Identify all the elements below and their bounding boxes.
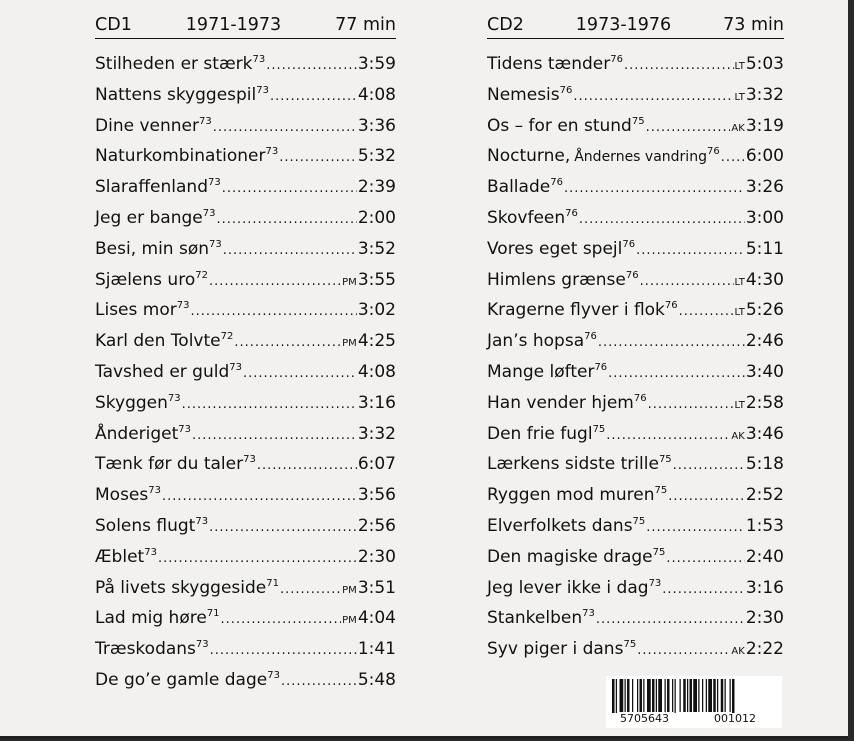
track-year: 76 — [622, 238, 636, 250]
track-duration: 5:32 — [357, 146, 396, 167]
track-year: 76 — [664, 300, 678, 312]
track-row — [487, 141, 784, 172]
track-row — [95, 419, 396, 450]
track-title: Mange løfter$^{76}$ — [487, 361, 608, 382]
track-year: 73 — [208, 177, 221, 189]
track-row — [487, 603, 784, 634]
barcode-bar — [637, 679, 638, 712]
track-row: Han vender hjem$^{76}$ ..... LT 2:58 — [487, 388, 784, 419]
track-duration: 1:53 — [745, 515, 784, 536]
track-duration: 3:19 — [745, 115, 784, 136]
track-year: 75 — [654, 485, 668, 497]
track-title: De go’e gamle dage$^{73}$ — [95, 669, 280, 690]
track-duration: 3:02 — [357, 300, 396, 321]
track-duration: 2:00 — [357, 207, 396, 228]
track-duration: 3:00 — [745, 207, 784, 228]
barcode-bar — [658, 679, 662, 712]
dot-leader — [190, 297, 356, 328]
track-row: Den frie fugl$^{75}$ ..... AK 3:46 — [487, 419, 784, 450]
barcode-bar — [675, 679, 676, 713]
track-title: Tænk før du taler$^{73}$ — [95, 454, 256, 475]
track-year: 73 — [167, 392, 181, 404]
track-row: Os – for en stund$^{75}$ ..... AK 3:19 — [487, 111, 784, 142]
track-title: Tidens tænder$^{76}$ — [487, 54, 623, 74]
barcode-right-digits: 001012 — [714, 712, 756, 725]
track-duration: 3:52 — [357, 238, 396, 259]
track-duration: 3:32 — [357, 423, 396, 444]
track-year: 75 — [658, 454, 672, 466]
track-title: Dine venner$^{73}$ — [95, 115, 212, 136]
track-title: Ryggen mod muren$^{75}$ — [487, 485, 668, 506]
barcode-bar — [612, 679, 615, 713]
dot-leader — [223, 236, 357, 267]
track-row — [95, 357, 396, 388]
cd1-track-rows — [95, 49, 396, 696]
dot-leader — [721, 143, 745, 174]
track-title: Kragerne flyver i flok$^{76}$ — [487, 300, 678, 321]
track-row — [487, 542, 784, 573]
track-duration: 5:18 — [745, 454, 784, 475]
track-year: 76 — [565, 207, 578, 219]
track-row — [95, 665, 396, 696]
cd2-years: 1973-1976 — [575, 15, 672, 35]
track-row — [95, 234, 396, 265]
track-duration: 4:08 — [357, 361, 396, 382]
track-row — [487, 573, 784, 604]
track-year: 76 — [584, 331, 597, 343]
track-title: Træskodans$^{73}$ — [95, 639, 209, 660]
track-title: Moses$^{73}$ — [95, 485, 161, 506]
dot-leader — [646, 113, 731, 144]
barcode-bar — [687, 679, 688, 712]
track-year: 75 — [623, 639, 637, 651]
barcode-bar — [698, 679, 699, 712]
track-title: Karl den Tolvte$^{72}$ — [95, 331, 234, 352]
track-year: 76 — [625, 269, 639, 281]
track-duration: 2:30 — [357, 546, 396, 567]
track-duration: 3:56 — [357, 485, 396, 506]
track-duration: 3:36 — [357, 115, 396, 136]
track-year: 75 — [632, 515, 646, 527]
track-title: Stankelben$^{73}$ — [487, 608, 595, 629]
track-duration: 3:40 — [745, 361, 784, 382]
track-title: Nemesis$^{76}$ — [487, 84, 573, 105]
track-row — [95, 480, 396, 511]
track-duration: 2:58 — [745, 392, 784, 413]
dot-leader — [257, 451, 357, 482]
barcode-bar — [665, 679, 666, 712]
track-year: 71 — [266, 577, 279, 589]
dot-leader — [266, 51, 357, 82]
track-year: 73 — [148, 485, 161, 497]
track-row: Lad mig høre$^{71}$ ..... PM 4:04 — [95, 603, 396, 634]
track-title: Os – for en stund$^{75}$ — [487, 115, 645, 136]
barcode-bar — [717, 679, 718, 712]
track-row: Tidens tænder$^{76}$ ..... LT 5:03 — [487, 49, 784, 80]
track-year: 73 — [202, 207, 216, 219]
track-year: 76 — [559, 84, 573, 96]
track-duration: 4:04 — [357, 608, 396, 629]
track-row — [487, 357, 784, 388]
track-row — [487, 511, 784, 542]
track-title: Den frie fugl$^{75}$ — [487, 423, 606, 444]
track-row — [487, 172, 784, 203]
barcode-bar — [706, 679, 707, 712]
dot-leader — [221, 605, 342, 636]
dot-leader — [662, 575, 745, 606]
track-year: 71 — [206, 608, 220, 620]
barcode-bar — [690, 679, 693, 712]
dot-leader — [668, 482, 745, 513]
track-title: Himlens grænse$^{76}$ — [487, 269, 639, 290]
dot-leader — [598, 328, 745, 359]
track-row — [95, 511, 396, 542]
dot-leader — [624, 51, 734, 82]
dot-leader — [234, 328, 341, 359]
track-title: Han vender hjem$^{76}$ — [487, 392, 647, 413]
track-duration: 2:30 — [745, 608, 784, 629]
track-row: Himlens grænse$^{76}$ ..... LT 4:30 — [487, 265, 784, 296]
track-duration: 5:11 — [745, 238, 784, 259]
dot-leader — [209, 267, 341, 298]
track-year: 73 — [582, 608, 595, 620]
barcode-bar — [667, 679, 670, 712]
track-title: Nocturne, Åndernes vandring$^{76}$ — [487, 146, 720, 167]
track-row — [487, 234, 784, 265]
track-title: Jan’s hopsa$^{76}$ — [487, 331, 597, 352]
track-year: 73 — [648, 577, 662, 589]
cd2-track-rows — [487, 49, 784, 665]
cd1-length: 77 min — [335, 15, 396, 35]
track-duration: 5:48 — [357, 669, 396, 690]
barcode-bar — [683, 679, 686, 712]
track-year: 75 — [592, 423, 606, 435]
track-title: Elverfolkets dans$^{75}$ — [487, 515, 646, 536]
cd2-header — [487, 14, 784, 39]
track-year: 73 — [209, 238, 222, 250]
dot-leader — [280, 575, 341, 606]
track-title: Ånderiget$^{73}$ — [95, 423, 192, 444]
track-row — [95, 80, 396, 111]
dot-leader — [217, 205, 357, 236]
dot-leader — [210, 636, 357, 667]
track-year: 72 — [220, 331, 234, 343]
barcode-bar — [732, 679, 735, 713]
track-year: 73 — [195, 639, 209, 651]
dot-leader — [222, 174, 357, 205]
dot-leader — [606, 421, 730, 452]
track-title: Vores eget spejl$^{76}$ — [487, 238, 636, 259]
dot-leader — [636, 236, 745, 267]
dot-leader — [162, 482, 357, 513]
track-row — [487, 326, 784, 357]
track-row — [95, 295, 396, 326]
dot-leader — [192, 421, 357, 452]
track-duration: 5:26 — [745, 300, 784, 321]
track-year: 73 — [176, 300, 190, 312]
dot-leader — [182, 390, 357, 421]
track-row: På livets skyggeside$^{71}$ ..... PM 3:51 — [95, 573, 396, 604]
track-title: Tavshed er guld$^{73}$ — [95, 361, 242, 382]
track-duration: 5:03 — [745, 54, 784, 74]
barcode-bar — [625, 679, 626, 712]
dot-leader — [279, 143, 357, 174]
track-row — [95, 111, 396, 142]
track-year: 73 — [256, 84, 269, 96]
barcode-bar — [693, 679, 697, 712]
barcode-bar — [672, 679, 673, 712]
track-row — [95, 49, 396, 80]
track-row — [95, 141, 396, 172]
track-year: 76 — [550, 177, 563, 189]
track-title: Stilheden er stærk$^{73}$ — [95, 54, 266, 74]
track-duration: 2:40 — [745, 546, 784, 567]
track-title: Slaraffenland$^{73}$ — [95, 177, 221, 198]
barcode-bar — [708, 679, 712, 712]
barcode-bar — [652, 679, 655, 712]
barcode-bar — [640, 679, 643, 712]
barcode-bar — [656, 679, 657, 712]
barcode-bar — [725, 679, 726, 712]
track-title: Æblet$^{73}$ — [95, 546, 157, 567]
track-row — [487, 449, 784, 480]
track-title: Lises mor$^{73}$ — [95, 300, 190, 321]
track-duration: 3:51 — [357, 577, 396, 598]
barcode-bar — [721, 679, 724, 712]
barcode-bar — [713, 679, 716, 712]
track-title: Jeg er bange$^{73}$ — [95, 207, 216, 228]
track-year: 73 — [243, 454, 256, 466]
barcode-bar — [702, 679, 703, 712]
cd1-years: 1971-1973 — [185, 15, 282, 35]
track-row — [95, 203, 396, 234]
track-duration: 2:56 — [357, 515, 396, 536]
dot-leader — [637, 636, 730, 667]
dot-leader — [209, 513, 357, 544]
track-duration: 3:16 — [357, 392, 396, 413]
barcode-bar — [647, 679, 651, 712]
track-duration: 3:55 — [357, 269, 396, 290]
barcode-bar — [643, 679, 644, 712]
track-duration: 4:30 — [745, 269, 784, 290]
track-duration: 3:16 — [745, 577, 784, 598]
track-duration: 3:26 — [745, 177, 784, 198]
track-year: 73 — [144, 546, 157, 558]
track-title: Jeg lever ikke i dag$^{73}$ — [487, 577, 662, 598]
track-year: 73 — [195, 515, 209, 527]
dot-leader — [564, 174, 745, 205]
track-title: Lad mig høre$^{71}$ — [95, 608, 220, 629]
track-title: Syv piger i dans$^{75}$ — [487, 639, 637, 660]
track-year: 75 — [631, 115, 645, 127]
cd1-label: CD1 — [95, 15, 132, 35]
track-duration: 6:00 — [745, 146, 784, 167]
track-title: På livets skyggeside$^{71}$ — [95, 577, 279, 598]
track-year: 73 — [178, 423, 192, 435]
track-row: Kragerne flyver i flok$^{76}$ ..... LT 5:26 — [487, 295, 784, 326]
track-row — [95, 449, 396, 480]
track-row — [487, 480, 784, 511]
barcode-bar — [632, 679, 633, 712]
barcode-bar — [616, 679, 617, 713]
track-year: 73 — [265, 146, 279, 158]
track-duration: 3:46 — [745, 423, 784, 444]
track-title: Sjælens uro$^{72}$ — [95, 269, 208, 290]
barcode-bar — [627, 679, 630, 712]
dot-leader — [673, 451, 745, 482]
dot-leader — [646, 513, 745, 544]
cd2-length: 73 min — [723, 15, 784, 35]
dot-leader — [213, 113, 357, 144]
dot-leader — [679, 297, 734, 328]
dot-leader — [243, 359, 357, 390]
track-duration: 3:32 — [745, 84, 784, 105]
track-title: Skyggen$^{73}$ — [95, 392, 181, 413]
track-year: 73 — [252, 54, 266, 65]
cd2-tracklist — [487, 14, 784, 665]
dot-leader — [596, 605, 745, 636]
barcode-bar — [680, 679, 681, 712]
track-year: 72 — [195, 269, 208, 281]
track-row: Sjælens uro$^{72}$ ..... PM 3:55 — [95, 265, 396, 296]
track-title: Skovfeen$^{76}$ — [487, 207, 578, 228]
dot-leader — [640, 267, 734, 298]
track-duration: 6:07 — [357, 454, 396, 475]
track-row — [95, 388, 396, 419]
track-row — [95, 172, 396, 203]
barcode-bar — [730, 679, 731, 712]
barcode-bar — [620, 679, 624, 712]
track-title: Nattens skyggespil$^{73}$ — [95, 84, 269, 105]
track-duration: 4:08 — [357, 84, 396, 105]
track-title: Ballade$^{76}$ — [487, 177, 563, 198]
track-title: Lærkens sidste trille$^{75}$ — [487, 454, 672, 475]
dot-leader — [270, 82, 357, 113]
track-row — [95, 542, 396, 573]
track-subtitle: Åndernes vandring — [574, 149, 707, 166]
track-title: Solens flugt$^{73}$ — [95, 515, 209, 536]
dot-leader — [608, 359, 745, 390]
track-year: 73 — [229, 361, 242, 373]
track-year: 76 — [706, 146, 720, 158]
track-row: Karl den Tolvte$^{72}$ ..... PM 4:25 — [95, 326, 396, 357]
dot-leader — [158, 544, 357, 575]
track-row: Nemesis$^{76}$ ..... LT 3:32 — [487, 80, 784, 111]
cd2-label: CD2 — [487, 15, 524, 35]
dot-leader — [666, 544, 744, 575]
track-year: 73 — [198, 115, 212, 127]
dot-leader — [281, 667, 357, 698]
track-title: Naturkombinationer$^{73}$ — [95, 146, 279, 167]
track-duration: 3:59 — [357, 54, 396, 74]
track-year: 76 — [610, 54, 623, 65]
track-title: Den magiske drage$^{75}$ — [487, 546, 666, 567]
cd1-header — [95, 14, 396, 39]
track-duration: 2:39 — [357, 177, 396, 198]
track-row: Syv piger i dans$^{75}$ ..... AK 2:22 — [487, 634, 784, 665]
track-year: 73 — [267, 669, 280, 681]
track-duration: 1:41 — [357, 639, 396, 660]
barcode-bars — [612, 679, 776, 713]
track-year: 76 — [594, 361, 608, 373]
track-row — [487, 203, 784, 234]
cd1-tracklist — [95, 14, 396, 696]
dot-leader — [579, 205, 745, 236]
track-duration: 4:25 — [357, 331, 396, 352]
track-year: 75 — [652, 546, 666, 558]
track-year: 76 — [633, 392, 647, 404]
track-duration: 2:52 — [745, 485, 784, 506]
dot-leader — [648, 390, 734, 421]
barcode — [606, 676, 782, 728]
barcode-left-digits: 5705643 — [620, 712, 669, 725]
dot-leader — [573, 82, 733, 113]
track-row — [95, 634, 396, 665]
track-title: Besi, min søn$^{73}$ — [95, 238, 222, 259]
track-duration: 2:46 — [745, 331, 784, 352]
track-duration: 2:22 — [745, 639, 784, 660]
